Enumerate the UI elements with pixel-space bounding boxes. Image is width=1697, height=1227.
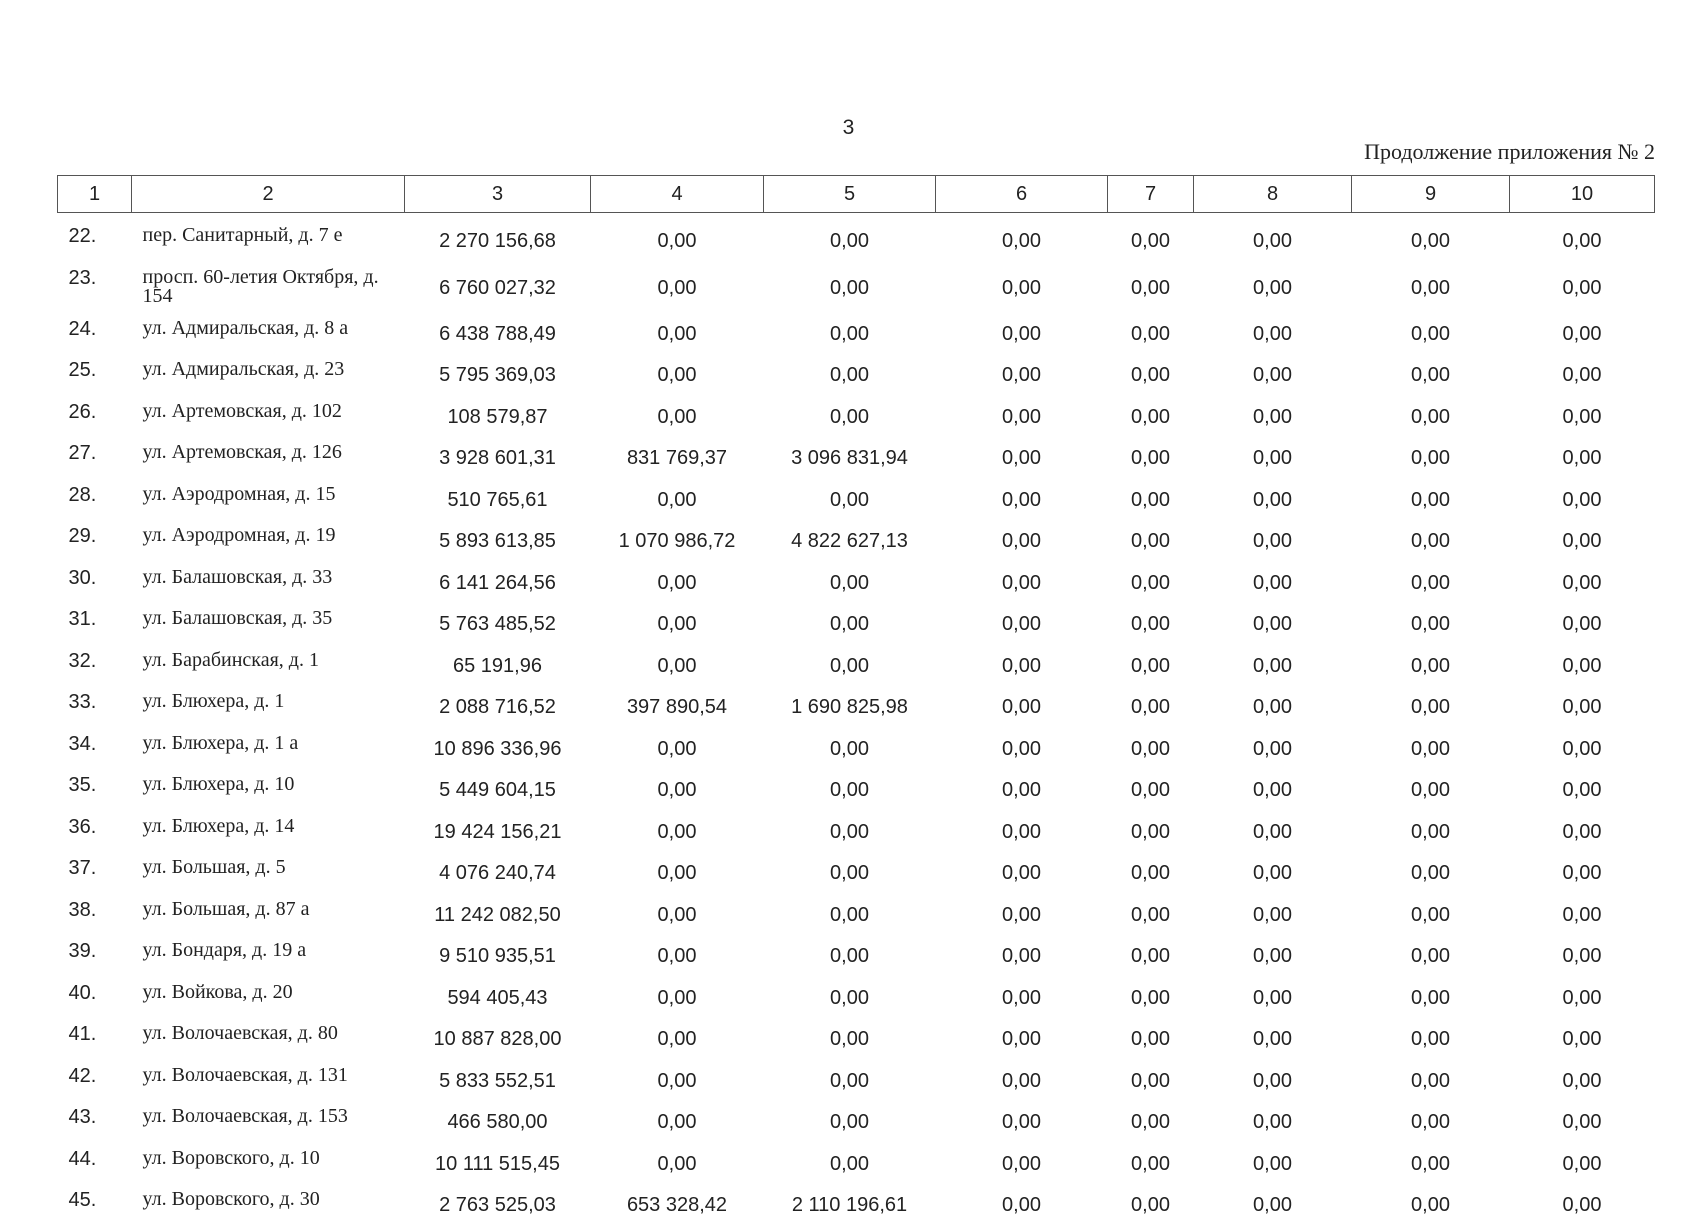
value-cell-col-10: 0,00: [1562, 571, 1602, 594]
table-row: [58, 812, 1655, 854]
value-cell-col-6: 0,00: [1002, 945, 1041, 968]
value-cell-col-10: 0,00: [1562, 903, 1602, 926]
value-cell-col-6: 0,00: [1002, 779, 1041, 802]
value-cell-col-9: 0,00: [1411, 364, 1450, 387]
value-cell-col-10: 0,00: [1562, 820, 1602, 843]
value-cell-col-9: 0,00: [1411, 696, 1450, 719]
value-cell-col-4: 0,00: [657, 862, 697, 885]
row-number: 36.: [68, 815, 97, 838]
value-cell-col-7: 0,00: [1131, 276, 1170, 299]
page-number: 3: [842, 116, 855, 139]
value-cell-col-10: 0,00: [1562, 322, 1602, 345]
table-header: [58, 176, 1655, 213]
value-cell-col-9: 0,00: [1411, 654, 1450, 677]
row-number: 34.: [68, 732, 97, 755]
value-cell-col-4: 0,00: [657, 986, 697, 1009]
value-cell-col-6: 0,00: [1002, 230, 1041, 253]
value-cell-col-7: 0,00: [1131, 230, 1170, 253]
value-cell-col-6: 0,00: [1002, 986, 1041, 1009]
value-cell-col-9: 0,00: [1411, 230, 1450, 253]
address-cell: ул. Блюхера, д. 14: [142, 814, 295, 837]
column-header: 2: [132, 176, 405, 213]
value-cell-col-4: 0,00: [657, 1111, 697, 1134]
row-number: 32.: [68, 649, 97, 672]
value-cell-col-3: 510 765,61: [447, 488, 548, 511]
value-cell-col-9: 0,00: [1411, 737, 1450, 760]
value-cell-col-3: 2 763 525,03: [439, 1194, 556, 1217]
value-cell-col-9: 0,00: [1411, 903, 1450, 926]
value-cell-col-8: 0,00: [1253, 903, 1292, 926]
column-header: 10: [1510, 176, 1655, 213]
table-row: [58, 1102, 1655, 1144]
address-cell: ул. Адмиральская, д. 8 а: [142, 316, 349, 339]
value-cell-col-3: 5 763 485,52: [439, 613, 556, 636]
table-row: [58, 221, 1655, 263]
column-header: 9: [1352, 176, 1510, 213]
address-cell: ул. Большая, д. 87 а: [142, 897, 310, 920]
value-cell-col-6: 0,00: [1002, 613, 1041, 636]
row-number: 29.: [68, 525, 97, 547]
value-cell-col-9: 0,00: [1411, 447, 1450, 470]
value-cell-col-10: 0,00: [1562, 488, 1602, 511]
column-header: 5: [764, 176, 936, 213]
value-cell-col-8: 0,00: [1253, 1069, 1292, 1092]
value-cell-col-9: 0,00: [1411, 779, 1450, 802]
value-cell-col-10: 0,00: [1562, 447, 1602, 470]
value-cell-col-3: 3 928 601,31: [439, 447, 556, 470]
address-cell: ул. Артемовская, д. 102: [142, 399, 342, 422]
value-cell-col-3: 11 242 082,50: [434, 903, 561, 926]
row-number: 45.: [68, 1189, 97, 1211]
value-cell-col-3: 5 795 369,03: [439, 364, 556, 387]
value-cell-col-4: 0,00: [657, 322, 697, 345]
address-cell: ул. Блюхера, д. 1: [142, 690, 285, 712]
value-cell-col-4: 0,00: [657, 903, 697, 926]
address-cell: ул. Войкова, д. 20: [142, 980, 293, 1003]
value-cell-col-3: 10 111 515,45: [435, 1152, 560, 1175]
row-number: 30.: [68, 566, 97, 589]
address-cell: ул. Аэродромная, д. 15: [142, 482, 336, 505]
value-cell-col-6: 0,00: [1002, 405, 1041, 428]
table-body: [58, 213, 1655, 1227]
value-cell-col-7: 0,00: [1131, 571, 1170, 594]
value-cell-col-3: 5 893 613,85: [439, 530, 556, 553]
value-cell-col-3: 9 510 935,51: [439, 945, 556, 968]
row-number: 40.: [68, 981, 97, 1004]
value-cell-col-10: 0,00: [1562, 1028, 1602, 1051]
address-cell: ул. Бондаря, д. 19 а: [142, 939, 307, 961]
value-cell-col-10: 0,00: [1562, 737, 1602, 760]
value-cell-col-7: 0,00: [1131, 613, 1170, 636]
value-cell-col-9: 0,00: [1411, 945, 1450, 968]
value-cell-col-5: 0,00: [830, 488, 869, 511]
address-cell: ул. Адмиральская, д. 23: [142, 358, 345, 380]
value-cell-col-6: 0,00: [1002, 571, 1041, 594]
row-number: 39.: [68, 940, 97, 962]
value-cell-col-7: 0,00: [1131, 986, 1170, 1009]
row-number: 22.: [68, 225, 97, 247]
value-cell-col-8: 0,00: [1253, 276, 1292, 299]
row-number: 23.: [68, 266, 97, 289]
address-cell: ул. Барабинская, д. 1: [142, 648, 319, 671]
value-cell-col-9: 0,00: [1411, 405, 1450, 428]
value-cell-col-4: 0,00: [657, 779, 697, 802]
address-cell: ул. Волочаевская, д. 153: [142, 1105, 348, 1127]
value-cell-col-4: 0,00: [657, 1069, 697, 1092]
value-cell-col-4: 0,00: [657, 230, 697, 253]
value-cell-col-8: 0,00: [1253, 737, 1292, 760]
address-cell: ул. Большая, д. 5: [142, 856, 286, 878]
value-cell-col-7: 0,00: [1131, 737, 1170, 760]
value-cell-col-7: 0,00: [1131, 862, 1170, 885]
value-cell-col-10: 0,00: [1562, 945, 1602, 968]
table-row: [58, 646, 1655, 688]
value-cell-col-9: 0,00: [1411, 276, 1450, 299]
value-cell-col-10: 0,00: [1562, 862, 1602, 885]
value-cell-col-9: 0,00: [1411, 862, 1450, 885]
address-cell: ул. Балашовская, д. 33: [142, 565, 333, 588]
value-cell-col-7: 0,00: [1131, 820, 1170, 843]
value-cell-col-5: 0,00: [830, 654, 869, 677]
value-cell-col-5: 0,00: [830, 986, 869, 1009]
row-number: 28.: [68, 483, 97, 506]
value-cell-col-9: 0,00: [1411, 1111, 1450, 1134]
value-cell-col-4: 0,00: [657, 1028, 697, 1051]
table-row: [58, 729, 1655, 771]
value-cell-col-4: 0,00: [657, 737, 697, 760]
value-cell-col-3: 6 141 264,56: [439, 571, 556, 594]
table-row: [58, 480, 1655, 522]
value-cell-col-5: 3 096 831,94: [791, 447, 908, 470]
value-cell-col-6: 0,00: [1002, 696, 1041, 719]
value-cell-col-10: 0,00: [1562, 613, 1602, 636]
value-cell-col-10: 0,00: [1562, 1152, 1602, 1175]
table-row: [58, 936, 1655, 978]
row-number: 24.: [68, 317, 97, 340]
value-cell-col-5: 0,00: [830, 862, 869, 885]
value-cell-col-9: 0,00: [1411, 488, 1450, 511]
value-cell-col-7: 0,00: [1131, 654, 1170, 677]
value-cell-col-5: 1 690 825,98: [791, 696, 908, 719]
table-row: [58, 1061, 1655, 1103]
value-cell-col-7: 0,00: [1131, 945, 1170, 968]
value-cell-col-10: 0,00: [1562, 1194, 1602, 1217]
value-cell-col-6: 0,00: [1002, 903, 1041, 926]
value-cell-col-8: 0,00: [1253, 405, 1292, 428]
value-cell-col-7: 0,00: [1131, 1194, 1170, 1217]
value-cell-col-4: 0,00: [657, 654, 697, 677]
row-number: 42.: [68, 1064, 97, 1087]
value-cell-col-3: 108 579,87: [447, 405, 548, 428]
row-number: 33.: [68, 691, 97, 713]
value-cell-col-9: 0,00: [1411, 322, 1450, 345]
value-cell-col-5: 0,00: [830, 322, 869, 345]
value-cell-col-5: 0,00: [830, 903, 869, 926]
value-cell-col-9: 0,00: [1411, 1028, 1450, 1051]
value-cell-col-7: 0,00: [1131, 488, 1170, 511]
value-cell-col-10: 0,00: [1562, 696, 1602, 719]
data-table: [57, 175, 1655, 1227]
value-cell-col-9: 0,00: [1411, 613, 1450, 636]
column-header: 1: [58, 176, 132, 213]
value-cell-col-7: 0,00: [1131, 903, 1170, 926]
table-row: [58, 355, 1655, 397]
address-cell: ул. Воровского, д. 30: [142, 1188, 320, 1210]
value-cell-col-8: 0,00: [1253, 613, 1292, 636]
table-row: [58, 604, 1655, 646]
value-cell-col-4: 0,00: [657, 405, 697, 428]
row-number: 43.: [68, 1106, 97, 1128]
value-cell-col-6: 0,00: [1002, 530, 1041, 553]
value-cell-col-4: 0,00: [657, 276, 697, 299]
value-cell-col-4: 831 769,37: [626, 447, 728, 470]
column-header: 7: [1108, 176, 1194, 213]
value-cell-col-6: 0,00: [1002, 654, 1041, 677]
value-cell-col-6: 0,00: [1002, 820, 1041, 843]
value-cell-col-8: 0,00: [1253, 862, 1292, 885]
value-cell-col-6: 0,00: [1002, 276, 1041, 299]
value-cell-col-6: 0,00: [1002, 1069, 1041, 1092]
table-row: [58, 895, 1655, 937]
value-cell-col-5: 0,00: [830, 779, 869, 802]
value-cell-col-4: 0,00: [657, 613, 697, 636]
value-cell-col-9: 0,00: [1411, 820, 1450, 843]
value-cell-col-3: 5 449 604,15: [439, 779, 556, 802]
table-row: [58, 521, 1655, 563]
value-cell-col-9: 0,00: [1411, 1194, 1450, 1217]
value-cell-col-7: 0,00: [1131, 779, 1170, 802]
value-cell-col-8: 0,00: [1253, 322, 1292, 345]
value-cell-col-5: 0,00: [830, 230, 869, 253]
value-cell-col-7: 0,00: [1131, 696, 1170, 719]
value-cell-col-6: 0,00: [1002, 488, 1041, 511]
value-cell-col-5: 0,00: [830, 1111, 869, 1134]
value-cell-col-8: 0,00: [1253, 1152, 1292, 1175]
value-cell-col-3: 2 270 156,68: [439, 230, 556, 253]
value-cell-col-6: 0,00: [1002, 364, 1041, 387]
value-cell-col-6: 0,00: [1002, 322, 1041, 345]
value-cell-col-10: 0,00: [1562, 405, 1602, 428]
value-cell-col-5: 0,00: [830, 1028, 869, 1051]
address-cell: ул. Артемовская, д. 126: [142, 441, 342, 463]
value-cell-col-5: 0,00: [830, 945, 869, 968]
value-cell-col-4: 0,00: [657, 820, 697, 843]
value-cell-col-5: 0,00: [830, 1152, 869, 1175]
table-row: [58, 978, 1655, 1020]
value-cell-col-3: 10 896 336,96: [433, 737, 562, 760]
value-cell-col-4: 0,00: [657, 571, 697, 594]
continuation-label: Продолжение приложения № 2: [1364, 139, 1655, 164]
value-cell-col-7: 0,00: [1131, 322, 1170, 345]
address-cell: ул. Волочаевская, д. 131: [142, 1063, 348, 1086]
address-cell: ул. Балашовская, д. 35: [142, 607, 333, 629]
value-cell-col-10: 0,00: [1562, 1069, 1602, 1092]
value-cell-col-9: 0,00: [1411, 530, 1450, 553]
table-row: [58, 770, 1655, 812]
value-cell-col-8: 0,00: [1253, 1028, 1292, 1051]
value-cell-col-4: 0,00: [657, 364, 697, 387]
value-cell-col-9: 0,00: [1411, 986, 1450, 1009]
value-cell-col-6: 0,00: [1002, 862, 1041, 885]
value-cell-col-5: 2 110 196,61: [791, 1194, 908, 1217]
row-number: 25.: [68, 359, 97, 381]
value-cell-col-10: 0,00: [1562, 654, 1602, 677]
table-row: [58, 397, 1655, 439]
value-cell-col-8: 0,00: [1253, 945, 1292, 968]
value-cell-col-10: 0,00: [1562, 530, 1602, 553]
address-cell: ул. Аэродромная, д. 19: [142, 524, 336, 546]
value-cell-col-9: 0,00: [1411, 1069, 1450, 1092]
value-cell-col-6: 0,00: [1002, 737, 1041, 760]
value-cell-col-6: 0,00: [1002, 1028, 1041, 1051]
value-cell-col-5: 0,00: [830, 571, 869, 594]
value-cell-col-7: 0,00: [1131, 447, 1170, 470]
value-cell-col-3: 466 580,00: [447, 1111, 548, 1134]
value-cell-col-7: 0,00: [1131, 1028, 1170, 1051]
value-cell-col-8: 0,00: [1253, 820, 1292, 843]
column-header: 3: [405, 176, 591, 213]
value-cell-col-7: 0,00: [1131, 530, 1170, 553]
row-number: 35.: [68, 774, 97, 796]
address-cell: пер. Санитарный, д. 7 е: [142, 224, 343, 246]
value-cell-col-3: 5 833 552,51: [439, 1069, 556, 1092]
value-cell-col-5: 0,00: [830, 364, 869, 387]
value-cell-col-6: 0,00: [1002, 447, 1041, 470]
address-cell: ул. Блюхера, д. 1 а: [142, 731, 299, 754]
table-row: [58, 1019, 1655, 1061]
value-cell-col-5: 0,00: [830, 1069, 869, 1092]
value-cell-col-4: 1 070 986,72: [618, 530, 736, 553]
value-cell-col-8: 0,00: [1253, 447, 1292, 470]
value-cell-col-8: 0,00: [1253, 230, 1292, 253]
value-cell-col-3: 594 405,43: [447, 986, 548, 1009]
value-cell-col-5: 0,00: [830, 737, 869, 760]
column-header: 4: [591, 176, 764, 213]
value-cell-col-10: 0,00: [1562, 230, 1602, 253]
value-cell-col-6: 0,00: [1002, 1194, 1041, 1217]
column-header: 6: [936, 176, 1108, 213]
address-cell: ул. Воровского, д. 10: [142, 1146, 320, 1169]
value-cell-col-5: 0,00: [830, 405, 869, 428]
table-row: [58, 1185, 1655, 1227]
value-cell-col-5: 0,00: [830, 276, 869, 299]
value-cell-col-3: 6 438 788,49: [439, 322, 556, 345]
table-row: [58, 314, 1655, 356]
table-row: [58, 853, 1655, 895]
value-cell-col-3: 65 191,96: [453, 654, 542, 677]
value-cell-col-9: 0,00: [1411, 1152, 1450, 1175]
value-cell-col-10: 0,00: [1562, 779, 1602, 802]
value-cell-col-8: 0,00: [1253, 696, 1292, 719]
value-cell-col-8: 0,00: [1253, 654, 1292, 677]
value-cell-col-4: 0,00: [657, 488, 697, 511]
value-cell-col-8: 0,00: [1253, 488, 1292, 511]
table-row: [58, 438, 1655, 480]
header-row: [58, 176, 1655, 213]
address-cell: ул. Волочаевская, д. 80: [142, 1022, 338, 1044]
row-number: 31.: [68, 608, 97, 630]
row-number: 26.: [68, 400, 97, 423]
value-cell-col-10: 0,00: [1562, 986, 1602, 1009]
value-cell-col-4: 0,00: [657, 945, 697, 968]
value-cell-col-10: 0,00: [1562, 276, 1602, 299]
value-cell-col-9: 0,00: [1411, 571, 1450, 594]
row-number: 37.: [68, 857, 97, 879]
row-number: 38.: [68, 898, 97, 921]
value-cell-col-8: 0,00: [1253, 530, 1292, 553]
table-row: [58, 687, 1655, 729]
row-number: 41.: [68, 1023, 97, 1045]
value-cell-col-8: 0,00: [1253, 571, 1292, 594]
address-cell: просп. 60-летия Октября, д. 154: [142, 265, 379, 307]
value-cell-col-7: 0,00: [1131, 1111, 1170, 1134]
table-row: [58, 563, 1655, 605]
value-cell-col-5: 0,00: [830, 820, 869, 843]
value-cell-col-4: 0,00: [657, 1152, 697, 1175]
row-number: 27.: [68, 442, 97, 464]
value-cell-col-8: 0,00: [1253, 779, 1292, 802]
value-cell-col-3: 19 424 156,21: [433, 820, 562, 843]
table-row: [58, 1144, 1655, 1186]
table-row: [58, 263, 1655, 314]
value-cell-col-3: 4 076 240,74: [439, 862, 556, 885]
value-cell-col-6: 0,00: [1002, 1152, 1041, 1175]
value-cell-col-3: 10 887 828,00: [433, 1028, 562, 1051]
value-cell-col-3: 6 760 027,32: [439, 276, 556, 299]
value-cell-col-7: 0,00: [1131, 405, 1170, 428]
value-cell-col-3: 2 088 716,52: [439, 696, 556, 719]
value-cell-col-8: 0,00: [1253, 986, 1292, 1009]
value-cell-col-8: 0,00: [1253, 364, 1292, 387]
value-cell-col-6: 0,00: [1002, 1111, 1041, 1134]
value-cell-col-7: 0,00: [1131, 1152, 1170, 1175]
value-cell-col-4: 653 328,42: [626, 1194, 728, 1217]
value-cell-col-8: 0,00: [1253, 1111, 1292, 1134]
value-cell-col-10: 0,00: [1562, 1111, 1602, 1134]
value-cell-col-7: 0,00: [1131, 364, 1170, 387]
value-cell-col-10: 0,00: [1562, 364, 1602, 387]
column-header: 8: [1194, 176, 1352, 213]
value-cell-col-8: 0,00: [1253, 1194, 1292, 1217]
row-number: 44.: [68, 1147, 97, 1170]
value-cell-col-5: 0,00: [830, 613, 869, 636]
value-cell-col-4: 397 890,54: [626, 696, 728, 719]
value-cell-col-7: 0,00: [1131, 1069, 1170, 1092]
address-cell: ул. Блюхера, д. 10: [142, 773, 295, 795]
value-cell-col-5: 4 822 627,13: [791, 530, 908, 553]
